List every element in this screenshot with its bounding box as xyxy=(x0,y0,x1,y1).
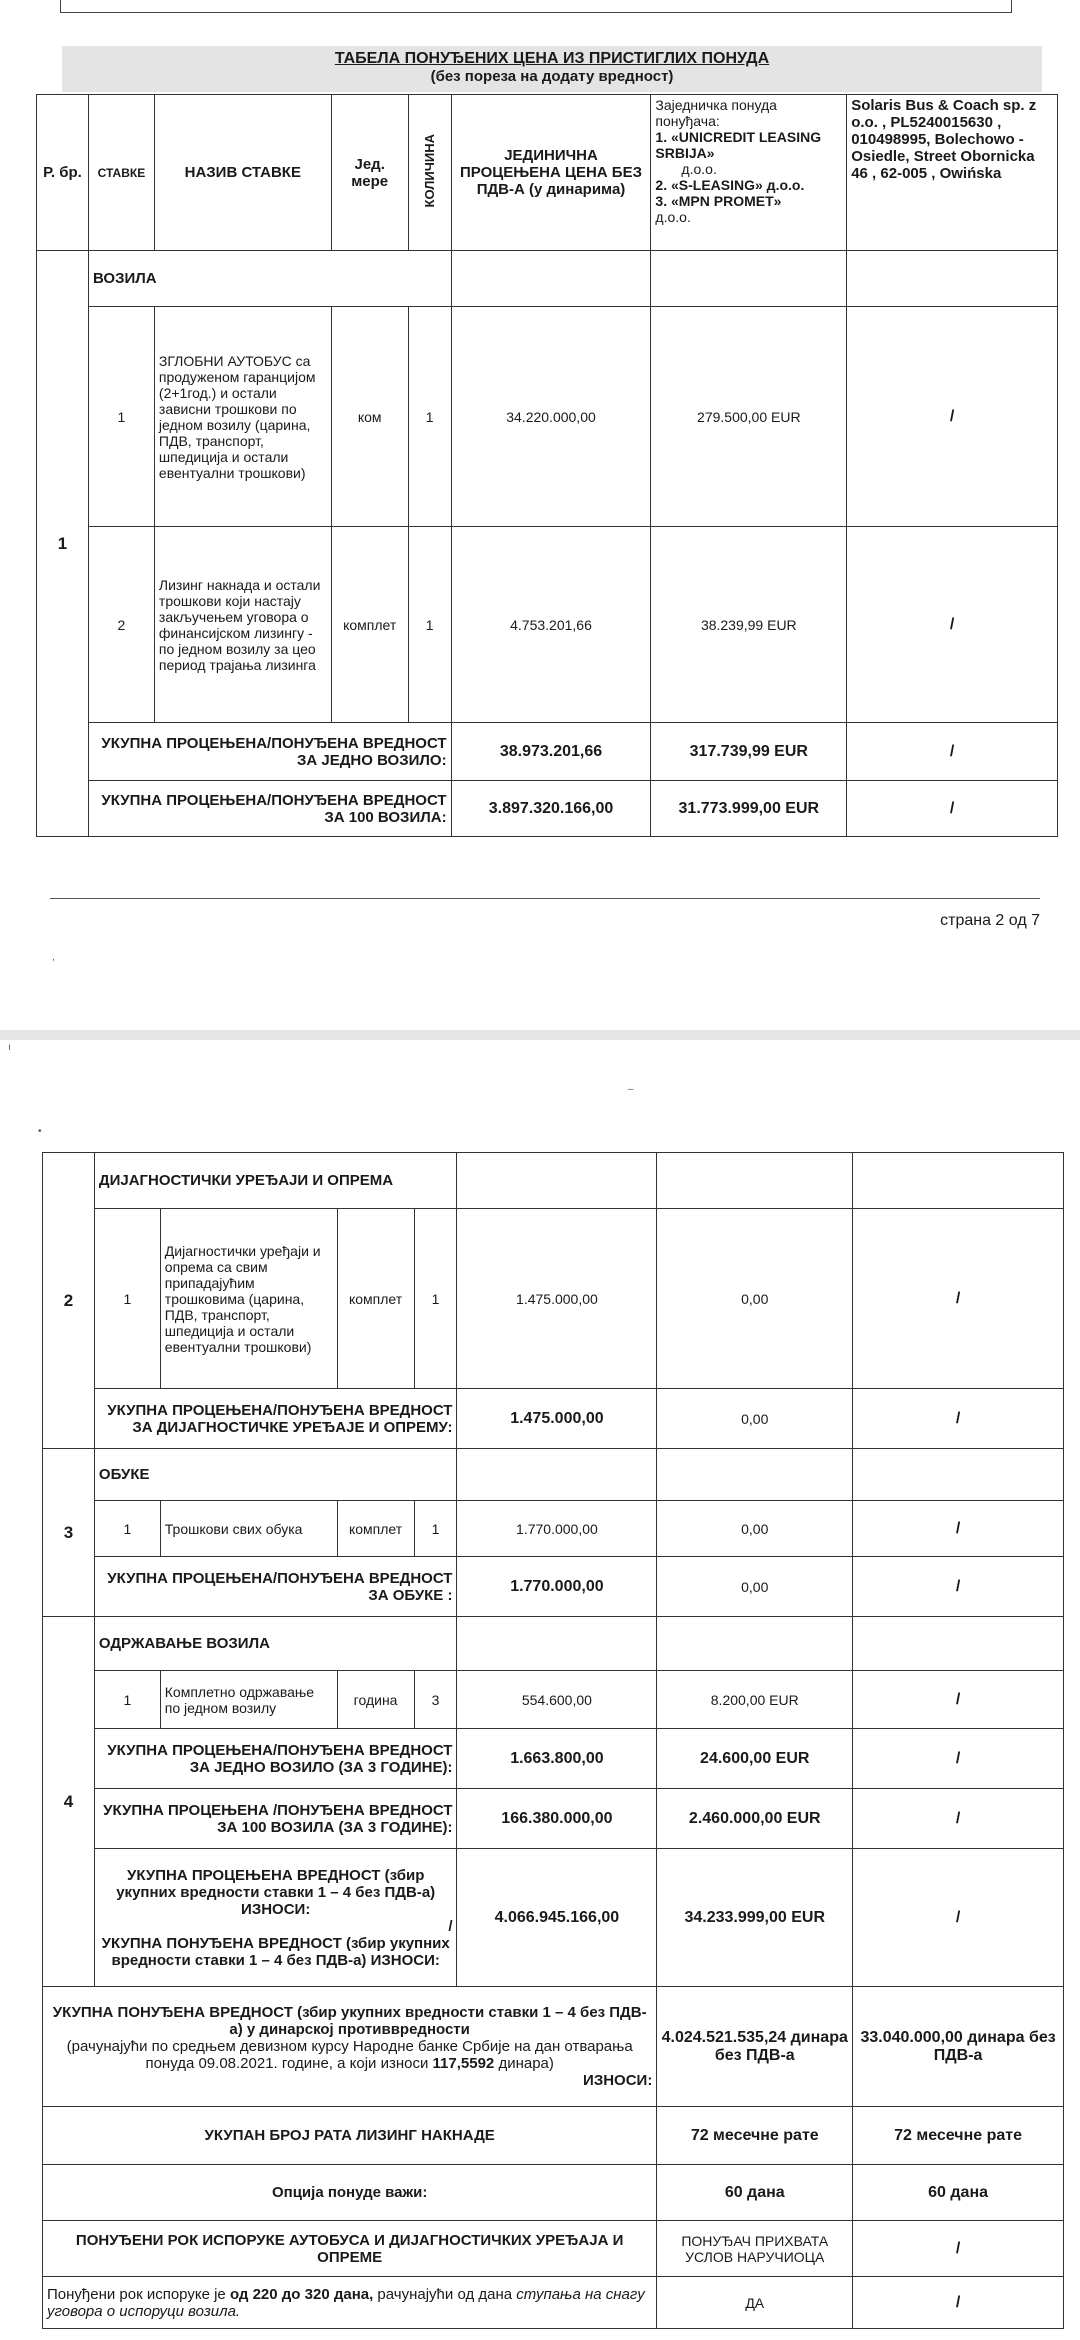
row-price: 34.220.000,00 xyxy=(451,307,651,527)
total2-price: 3.897.320.166,00 xyxy=(451,781,651,837)
validity-bid1: 60 дана xyxy=(657,2165,853,2221)
header-cena: ЈЕДИНИЧНА ПРОЦЕЊЕНА ЦЕНА БЕЗ ПДВ-А (у динарима) xyxy=(451,95,651,251)
row-bid1: 279.500,00 EUR xyxy=(651,307,847,527)
delivery-row xyxy=(43,2221,1064,2277)
total2-price: 166.380.000,00 xyxy=(457,1789,657,1849)
grand-total-label xyxy=(94,1849,457,1987)
conversion-label-normal: (рачунајући по средњем девизном курсу Народне банке Србије на дан отварања понуда 09.08.2021. године, а који износи xyxy=(66,2038,633,2072)
grand-total-row xyxy=(43,1849,1064,1987)
total1-price: 1.663.800,00 xyxy=(457,1729,657,1789)
header-kolicina: КОЛИЧИНА xyxy=(408,95,451,251)
document-page-1 xyxy=(0,0,1080,1030)
table-row xyxy=(43,1671,1064,1729)
total2-bid1: 2.460.000,00 EUR xyxy=(657,1789,853,1849)
row-bid1: 0,00 xyxy=(657,1501,853,1557)
validity-bid2: 60 дана xyxy=(853,2165,1064,2221)
row-name: Трошкови свих обука xyxy=(160,1501,337,1557)
grand-bid1: 34.233.999,00 EUR xyxy=(657,1849,853,1987)
scan-speck: • xyxy=(38,1126,42,1137)
row-number: 1 xyxy=(88,307,154,527)
page-number: страна 2 од 7 xyxy=(940,912,1040,929)
grand-label-slash: / xyxy=(448,1917,453,1935)
delivery-bid1: ПОНУЂАЧ ПРИХВАТА УСЛОВ НАРУЧИОЦА xyxy=(657,2221,853,2277)
group-number: 2 xyxy=(43,1153,95,1449)
total1-label: УКУПНА ПРОЦЕЊЕНА/ПОНУЂЕНА ВРЕДНОСТ ЗА ЈЕДНО ВОЗИЛО: xyxy=(88,723,451,781)
scan-speck: ı xyxy=(8,1042,11,1053)
total-row-trainings xyxy=(43,1557,1064,1617)
grand-bid2: / xyxy=(853,1849,1064,1987)
row-unit: година xyxy=(337,1671,414,1729)
row-unit: комплет xyxy=(337,1501,414,1557)
section-title: ВОЗИЛА xyxy=(88,251,451,307)
row-qty: 1 xyxy=(408,527,451,723)
row-number: 1 xyxy=(94,1501,160,1557)
row-bid1: 38.239,99 EUR xyxy=(651,527,847,723)
conversion-row xyxy=(43,1987,1064,2107)
delivery-note-row xyxy=(43,2277,1064,2329)
total2-bid1: 31.773.999,00 EUR xyxy=(651,781,847,837)
lease-label: УКУПАН БРОЈ РАТА ЛИЗИНГ НАКНАДЕ xyxy=(43,2107,657,2165)
group-number: 3 xyxy=(43,1449,95,1617)
row-bid2: / xyxy=(853,1671,1064,1729)
page-separator xyxy=(0,1030,1080,1040)
conversion-label xyxy=(43,1987,657,2107)
validity-label: Опција понуде важи: xyxy=(43,2165,657,2221)
grand-label-offered: УКУПНА ПОНУЂЕНА ВРЕДНОСТ (збир укупних вредности ставки 1 – 4 без ПДВ-а) ИЗНОСИ: xyxy=(101,1934,450,1969)
grand-label-estimated: УКУПНА ПРОЦЕЊЕНА ВРЕДНОСТ (збир укупних вредности ставки 1 – 4 без ПДВ-а) ИЗНОСИ: xyxy=(116,1866,436,1918)
bidder1-line1b: д.о.о. xyxy=(681,161,717,177)
scan-speck: – xyxy=(628,1084,634,1095)
row-price: 1.770.000,00 xyxy=(457,1501,657,1557)
delivery-bid2: / xyxy=(853,2221,1064,2277)
row-bid2: / xyxy=(853,1501,1064,1557)
header-row xyxy=(37,95,1058,251)
conversion-label-end: ИЗНОСИ: xyxy=(583,2072,653,2089)
group-number: 1 xyxy=(37,251,89,837)
total1-bid2: / xyxy=(847,723,1058,781)
footer-rule xyxy=(50,898,1040,899)
total-bid2: / xyxy=(853,1389,1064,1449)
document-title: ТАБЕЛА ПОНУЂЕНИХ ЦЕНА ИЗ ПРИСТИГЛИХ ПОНУДА xyxy=(334,50,770,67)
total-bid2: / xyxy=(853,1557,1064,1617)
delivery-note-bold: од 220 до 320 дана, xyxy=(229,2285,374,2303)
row-number: 1 xyxy=(94,1209,160,1389)
section-row-trainings xyxy=(43,1449,1064,1501)
table-row xyxy=(37,527,1058,723)
row-bid1: 0,00 xyxy=(657,1209,853,1389)
title-band xyxy=(62,46,1042,92)
row-unit: ком xyxy=(331,307,408,527)
total-bid1: 0,00 xyxy=(657,1557,853,1617)
row-price: 554.600,00 xyxy=(457,1671,657,1729)
row-price: 4.753.201,66 xyxy=(451,527,651,723)
row-name: Дијагностички уређаји и опрема са свим припадајућим трошковима (царина, ПДВ, транспорт, шпедиција и остали евентуални трошкови) xyxy=(160,1209,337,1389)
lease-installments-row xyxy=(43,2107,1064,2165)
bidder1-line3: 3. «MPN PROMET» xyxy=(655,193,782,209)
total1-bid2: / xyxy=(853,1729,1064,1789)
total1-price: 38.973.201,66 xyxy=(451,723,651,781)
conversion-bid1: 4.024.521.535,24 динара без ПДВ-а xyxy=(657,1987,853,2107)
total2-label: УКУПНА ПРОЦЕЊЕНА/ПОНУЂЕНА ВРЕДНОСТ ЗА 100 ВОЗИЛА: xyxy=(88,781,451,837)
bidder1-line1: 1. «UNICREDIT LEASING SRBIJA» xyxy=(655,129,822,161)
total-price: 1.475.000,00 xyxy=(457,1389,657,1449)
table-row xyxy=(37,307,1058,527)
total-row-maintenance-one xyxy=(43,1729,1064,1789)
total1-bid1: 317.739,99 EUR xyxy=(651,723,847,781)
row-qty: 1 xyxy=(408,307,451,527)
table-row xyxy=(43,1209,1064,1389)
total-bid1: 0,00 xyxy=(657,1389,853,1449)
row-name: Лизинг накнада и остали трошкови који настају закључењем уговора о финансијском лизингу - по једном возилу за цео период трајања лизинга xyxy=(154,527,331,723)
conversion-rate: 117,5592 xyxy=(432,2055,495,2072)
lease-bid2: 72 месечне рате xyxy=(853,2107,1064,2165)
row-price: 1.475.000,00 xyxy=(457,1209,657,1389)
row-unit: комплет xyxy=(337,1209,414,1389)
total1-label: УКУПНА ПРОЦЕЊЕНА/ПОНУЂЕНА ВРЕДНОСТ ЗА ЈЕДНО ВОЗИЛО (ЗА 3 ГОДИНЕ): xyxy=(94,1729,457,1789)
row-bid2: / xyxy=(847,307,1058,527)
lease-bid1: 72 месечне рате xyxy=(657,2107,853,2165)
delivery-note-bid1: ДА xyxy=(657,2277,853,2329)
previous-table-bottom-edge xyxy=(60,0,1012,13)
header-jed-mere: Јед. мере xyxy=(331,95,408,251)
price-table-page-2 xyxy=(42,1152,1064,2329)
total-row-100-vehicles xyxy=(37,781,1058,837)
section-row-maintenance xyxy=(43,1617,1064,1671)
header-bidder-1 xyxy=(651,95,847,251)
row-unit: комплет xyxy=(331,527,408,723)
total-label: УКУПНА ПРОЦЕЊЕНА/ПОНУЂЕНА ВРЕДНОСТ ЗА ОБУКЕ : xyxy=(94,1557,457,1617)
bidder1-line2: 2. «S-LEASING» д.о.о. xyxy=(655,177,805,193)
total2-label: УКУПНА ПРОЦЕЊЕНА /ПОНУЂЕНА ВРЕДНОСТ ЗА 100 ВОЗИЛА (ЗА 3 ГОДИНЕ): xyxy=(94,1789,457,1849)
total1-bid1: 24.600,00 EUR xyxy=(657,1729,853,1789)
delivery-label: ПОНУЂЕНИ РОК ИСПОРУКЕ АУТОБУСА И ДИЈАГНОСТИЧКИХ УРЕЂАЈА И ОПРЕМЕ xyxy=(43,2221,657,2277)
total-row-one-vehicle xyxy=(37,723,1058,781)
group-number: 4 xyxy=(43,1617,95,1987)
table-row xyxy=(43,1501,1064,1557)
total-row-maintenance-100 xyxy=(43,1789,1064,1849)
section-title: ОДРЖАВАЊЕ ВОЗИЛА xyxy=(94,1617,457,1671)
row-qty: 1 xyxy=(414,1501,457,1557)
row-name: ЗГЛОБНИ АУТОБУС са продуженом гаранцијом (2+1год.) и остали зависни трошкови по једном возилу (царина, ПДВ, транспорт, шпедиција и остали евентуални трошкови) xyxy=(154,307,331,527)
grand-price: 4.066.945.166,00 xyxy=(457,1849,657,1987)
delivery-note-bid2: / xyxy=(853,2277,1064,2329)
row-qty: 3 xyxy=(414,1671,457,1729)
delivery-note xyxy=(43,2277,657,2329)
total2-bid2: / xyxy=(853,1789,1064,1849)
row-bid2: / xyxy=(847,527,1058,723)
scan-speck: , xyxy=(52,952,55,963)
header-stavke: СТАВКЕ xyxy=(88,95,154,251)
header-rb: Р. бр. xyxy=(37,95,89,251)
bidder1-intro: Заједничка понуда понуђача: xyxy=(655,97,777,129)
document-subtitle: (без пореза на додату вредност) xyxy=(430,68,674,85)
conversion-label-tail: динара) xyxy=(498,2055,554,2072)
validity-row xyxy=(43,2165,1064,2221)
section-title: ДИЈАГНОСТИЧКИ УРЕЂАЈИ И ОПРЕМА xyxy=(94,1153,457,1209)
section-title: ОБУКЕ xyxy=(94,1449,457,1501)
delivery-note-mid: рачунајући од дана xyxy=(373,2285,517,2303)
row-number: 2 xyxy=(88,527,154,723)
row-number: 1 xyxy=(94,1671,160,1729)
total2-bid2: / xyxy=(847,781,1058,837)
header-naziv: НАЗИВ СТАВКЕ xyxy=(154,95,331,251)
delivery-note-pre: Понуђени рок испоруке је xyxy=(47,2285,230,2303)
document-page-2 xyxy=(0,1040,1080,2340)
row-bid2: / xyxy=(853,1209,1064,1389)
conversion-label-bold: УКУПНА ПОНУЂЕНА ВРЕДНОСТ (збир укупних вредности ставки 1 – 4 без ПДВ-а) у динарској противвредности xyxy=(52,2004,647,2038)
section-row-diagnostics xyxy=(43,1153,1064,1209)
total-row-diagnostics xyxy=(43,1389,1064,1449)
total-label: УКУПНА ПРОЦЕЊЕНА/ПОНУЂЕНА ВРЕДНОСТ ЗА ДИЈАГНОСТИЧКЕ УРЕЂАЈЕ И ОПРЕМУ: xyxy=(94,1389,457,1449)
bidder1-line3b: д.о.о. xyxy=(655,209,691,225)
price-table-page-1 xyxy=(36,94,1058,837)
row-qty: 1 xyxy=(414,1209,457,1389)
total-price: 1.770.000,00 xyxy=(457,1557,657,1617)
conversion-bid2: 33.040.000,00 динара без ПДВ-а xyxy=(853,1987,1064,2107)
row-name: Комплетно одржавање по једном возилу xyxy=(160,1671,337,1729)
row-bid1: 8.200,00 EUR xyxy=(657,1671,853,1729)
delivery-note-italic: ступања на снагу уговора о испоруци возила. xyxy=(47,2285,645,2320)
header-bidder-2: Solaris Bus & Coach sp. z o.o. , PL5240015630 , 010498995, Bolechowo - Osiedle, Street Obornicka 46 , 62-005 , Owińska xyxy=(847,95,1058,251)
section-row-vozila xyxy=(37,251,1058,307)
